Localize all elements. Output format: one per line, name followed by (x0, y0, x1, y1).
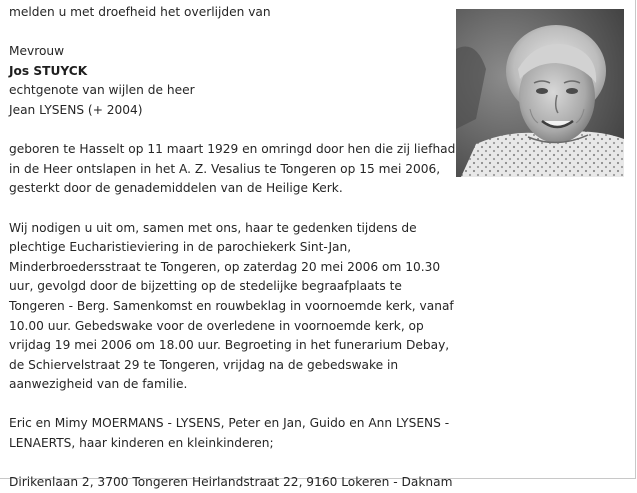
spacer (9, 395, 449, 415)
spacer (9, 454, 449, 474)
portrait-photo (456, 9, 624, 177)
obituary-text (9, 3, 456, 493)
deceased-name: Jos STUYCK (9, 63, 88, 78)
address-line: Dirikenlaan 2, 3700 Tongeren Heirlandstraat 22, 9160 Lokeren - Daknam (9, 475, 453, 490)
invitation-line: Wij nodigen u uit om, samen met ons, haar te gedenken tijdens de (9, 220, 417, 235)
spouse-name: Jean LYSENS (+ 2004) (9, 102, 143, 117)
portrait-image (456, 9, 624, 177)
invitation-line: aanwezigheid van de familie. (9, 377, 188, 392)
invitation-line: Minderbroedersstraat te Tongeren, op zaterdag 20 mei 2006 om 10.30 (9, 259, 441, 274)
birth-line: gesterkt door de genademiddelen van de Heilige Kerk. (9, 181, 343, 196)
invitation-line: Tongeren - Berg. Samenkomst en rouwbeklag in voornoemde kerk, vanaf (9, 298, 454, 313)
invitation-line: plechtige Eucharistieviering in de parochiekerk Sint-Jan, (9, 240, 352, 255)
birth-line: in de Heer ontslapen in het A. Z. Vesalius te Tongeren op 15 mei 2006, (9, 161, 441, 176)
invitation-line: uur, gevolgd door de bijzetting op de stedelijke begraafplaats te (9, 279, 402, 294)
family-line: Eric en Mimy MOERMANS - LYSENS, Peter en Jan, Guido en Ann LYSENS - (9, 416, 450, 431)
intro-line: melden u met droefheid het overlijden van (9, 5, 271, 19)
spouse-line: echtgenote van wijlen de heer (9, 83, 195, 98)
spacer (9, 199, 449, 219)
spacer (9, 23, 449, 43)
invitation-line: 10.00 uur. Gebedswake voor de overledene in voornoemde kerk, op (9, 318, 424, 333)
salutation: Mevrouw (9, 44, 65, 59)
spacer (9, 121, 449, 141)
invitation-line: de Schiervelstraat 29 te Tongeren, vrijdag na de gebedswake in (9, 357, 399, 372)
invitation-line: vrijdag 19 mei 2006 om 18.00 uur. Begroeting in het funerarium Debay, (9, 338, 450, 353)
birth-line: geboren te Hasselt op 11 maart 1929 en omringd door hen die zij liefhad (9, 142, 456, 157)
family-line: LENAERTS, haar kinderen en kleinkinderen; (9, 436, 274, 451)
